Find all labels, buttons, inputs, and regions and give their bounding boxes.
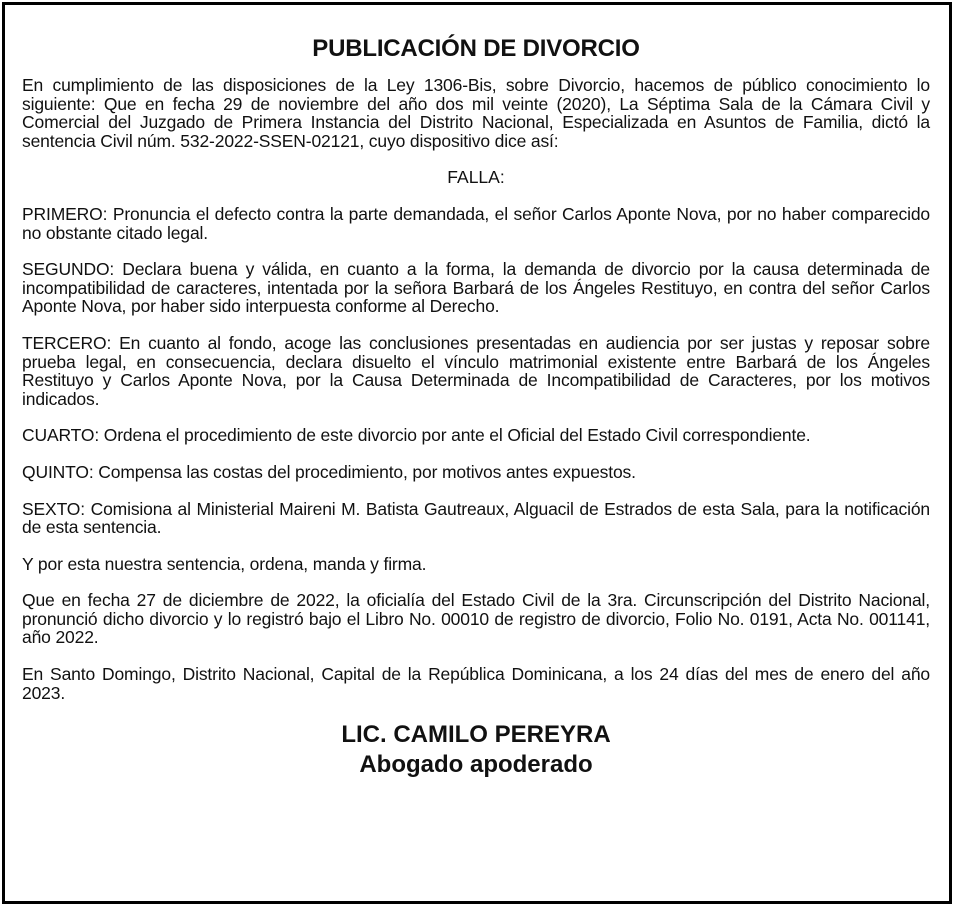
paragraph-registration: Que en fecha 27 de diciembre de 2022, la oficialía del Estado Civil de la 3ra. Circunscripción del Distrito Nacional, pronunció dicho divorcio y lo registró bajo el Libro No. 00010 de registro de divorcio, Folio No. 0191, Acta No. 001141, año 2022.: [22, 590, 930, 648]
intro-paragraph: En cumplimiento de las disposiciones de la Ley 1306-Bis, sobre Divorcio, hacemos de público conocimiento lo siguiente: Que en fecha 29 de noviembre del año dos mil veinte (2020), La Séptima Sala de la Cámara Civil y Comercial del Juzgado de Primera Instancia del Distrito Nacional, Especializada en Asuntos de Familia, dictó la sentencia Civil núm. 532-2022-SSEN-02121, cuyo dispositivo dice así:: [22, 75, 930, 151]
signature-role: Abogado apoderado: [359, 751, 593, 779]
paragraph-closing: Y por esta nuestra sentencia, ordena, manda y firma.: [22, 553, 427, 574]
signature-name: LIC. CAMILO PEREYRA: [341, 721, 611, 749]
notice-content: [22, 35, 930, 780]
paragraph-tercero: TERCERO: En cuanto al fondo, acoge las conclusiones presentadas en audiencia por ser justas y reposar sobre prueba legal, en consecuencia, declara disuelto el vínculo matrimonial existente entre Barbará de los Ángeles Restituyo y Carlos Aponte Nova, por la Causa Determinada de Incompatibilidad de Caracteres, por los motivos indicados.: [22, 332, 930, 409]
paragraph-place-date: En Santo Domingo, Distrito Nacional, Capital de la República Dominicana, a los 24 días del mes de enero del año 2023.: [22, 664, 930, 703]
paragraph-segundo: SEGUNDO: Declara buena y válida, en cuanto a la forma, la demanda de divorcio por la causa determinada de incompatibilidad de caracteres, intentada por la señora Barbará de los Ángeles Restituyo, en contra del señor Carlos Aponte Nova, por haber sido interpuesta conforme al Derecho.: [22, 259, 930, 317]
notice-frame: [2, 2, 952, 904]
notice-title: PUBLICACIÓN DE DIVORCIO: [312, 35, 640, 62]
paragraph-cuarto: CUARTO: Ordena el procedimiento de este divorcio por ante el Oficial del Estado Civil correspondiente.: [22, 425, 811, 446]
falla-heading: FALLA:: [447, 167, 505, 188]
paragraph-primero: PRIMERO: Pronuncia el defecto contra la parte demandada, el señor Carlos Aponte Nova, por no haber comparecido no obstante citado legal.: [22, 203, 930, 243]
paragraph-sexto: SEXTO: Comisiona al Ministerial Maireni M. Batista Gautreaux, Alguacil de Estrados de esta Sala, para la notificación de esta sentencia.: [22, 498, 930, 538]
paragraph-quinto: QUINTO: Compensa las costas del procedimiento, por motivos antes expuestos.: [22, 461, 636, 482]
